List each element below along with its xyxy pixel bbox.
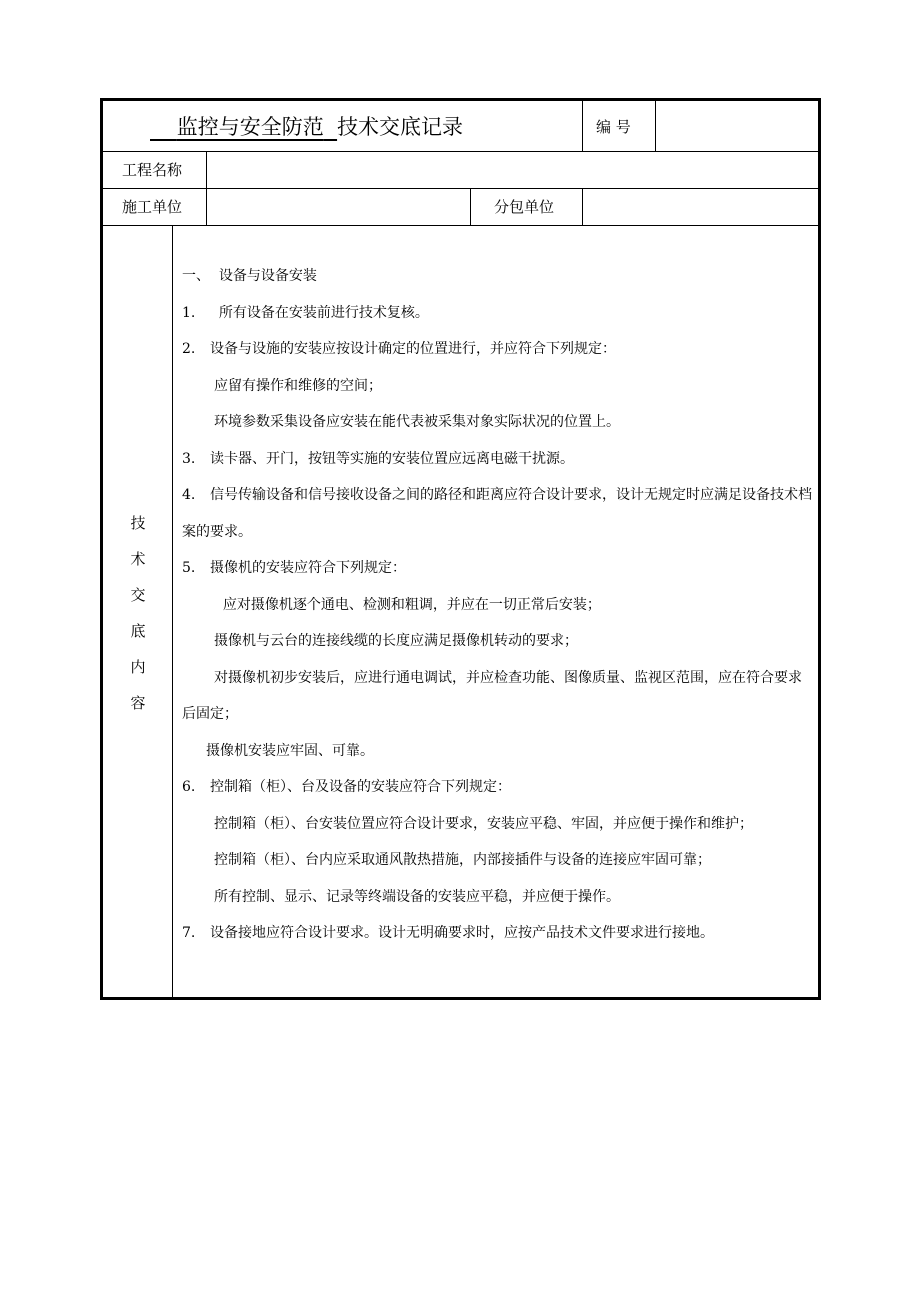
disclosure-content <box>182 258 812 952</box>
list-item <box>182 295 812 332</box>
content-label-char: 交 <box>130 586 146 604</box>
sub-item: 应对摄像机逐个通电、检测和粗调，并应在一切正常后安装； <box>214 596 601 613</box>
sub-item-text: 控制箱（柜）、台安装位置应符合设计要求，安装应平稳、牢固，并应便于操作和维护； <box>214 815 753 832</box>
title-rest: 技术交底记录 <box>337 115 464 139</box>
sub-item <box>182 660 812 733</box>
item-number: 5. <box>182 560 196 576</box>
list-item <box>182 441 812 478</box>
item-text: 所有设备在安装前进行技术复核。 <box>210 304 429 321</box>
list-item <box>182 477 812 550</box>
item-number: 2. <box>182 341 196 357</box>
item-text: 摄像机的安装应符合下列规定： <box>210 560 406 576</box>
item-number: 7. <box>182 925 196 941</box>
col-divider-project-name <box>206 151 207 225</box>
project-name-label: 工程名称 <box>122 161 183 179</box>
row-divider-project <box>101 188 819 189</box>
content-label-char: 技 <box>130 514 146 532</box>
content-label-char: 底 <box>130 622 146 640</box>
col-divider-sub-value <box>582 188 583 225</box>
item-number: 6. <box>182 779 196 795</box>
item-number: 4. <box>182 487 196 503</box>
title-underlined: 监控与安全防范 <box>176 115 324 139</box>
list-item <box>182 331 812 368</box>
sub-item <box>182 806 812 843</box>
sub-item-text: 对摄像机初步安装后，应进行通电调试，并应检查功能、图像质量、监视区范围，应在符合要求后固定； <box>182 669 802 722</box>
list-item <box>182 550 812 587</box>
item-text: 信号传输设备和信号接收设备之间的路径和距离应符合设计要求，设计无规定时应满足设备技术档案的要求。 <box>182 487 812 540</box>
content-label-char: 术 <box>130 550 146 568</box>
sub-item: 环境参数采集设备应安装在能代表被采集对象实际状况的位置上。 <box>214 414 620 430</box>
content-label-char: 容 <box>130 694 146 712</box>
contractor-label: 施工单位 <box>122 198 183 216</box>
item-text: 设备与设施的安装应按设计确定的位置进行，并应符合下列规定： <box>210 341 616 357</box>
content-label <box>126 512 150 728</box>
sub-item: 摄像机与云台的连接线缆的长度应满足摄像机转动的要求； <box>214 633 578 649</box>
sub-item: 应留有操作和维修的空间； <box>214 377 382 394</box>
content-label-char: 内 <box>130 658 146 676</box>
subcontractor-label: 分包单位 <box>494 198 555 216</box>
col-divider-number-value <box>655 100 656 151</box>
number-label: 编 号 <box>596 118 631 136</box>
col-divider-content <box>172 225 173 999</box>
item-number: 1. <box>182 304 196 321</box>
col-divider-number-label <box>582 100 583 151</box>
sub-item: 摄像机安装应牢固、可靠。 <box>206 742 374 759</box>
list-item <box>182 915 812 952</box>
page-title <box>150 112 463 142</box>
sub-item: 所有控制、显示、记录等终端设备的安装应平稳，并应便于操作。 <box>214 888 620 905</box>
row-divider-contractor <box>101 225 819 226</box>
item-text: 读卡器、开门，按钮等实施的安装位置应远离电磁干扰源。 <box>210 450 574 467</box>
sub-item: 控制箱（柜）、台内应采取通风散热措施，内部接插件与设备的连接应牢固可靠； <box>214 852 711 868</box>
item-text: 设备接地应符合设计要求。设计无明确要求时，应按产品技术文件要求进行接地。 <box>210 925 714 941</box>
col-divider-sub-label <box>470 188 471 225</box>
row-divider-header <box>101 151 819 152</box>
item-number: 3. <box>182 450 196 467</box>
item-text: 控制箱（柜）、台及设备的安装应符合下列规定： <box>210 779 511 795</box>
section-heading: 一、 设备与设备安装 <box>182 268 317 284</box>
list-item <box>182 769 812 806</box>
